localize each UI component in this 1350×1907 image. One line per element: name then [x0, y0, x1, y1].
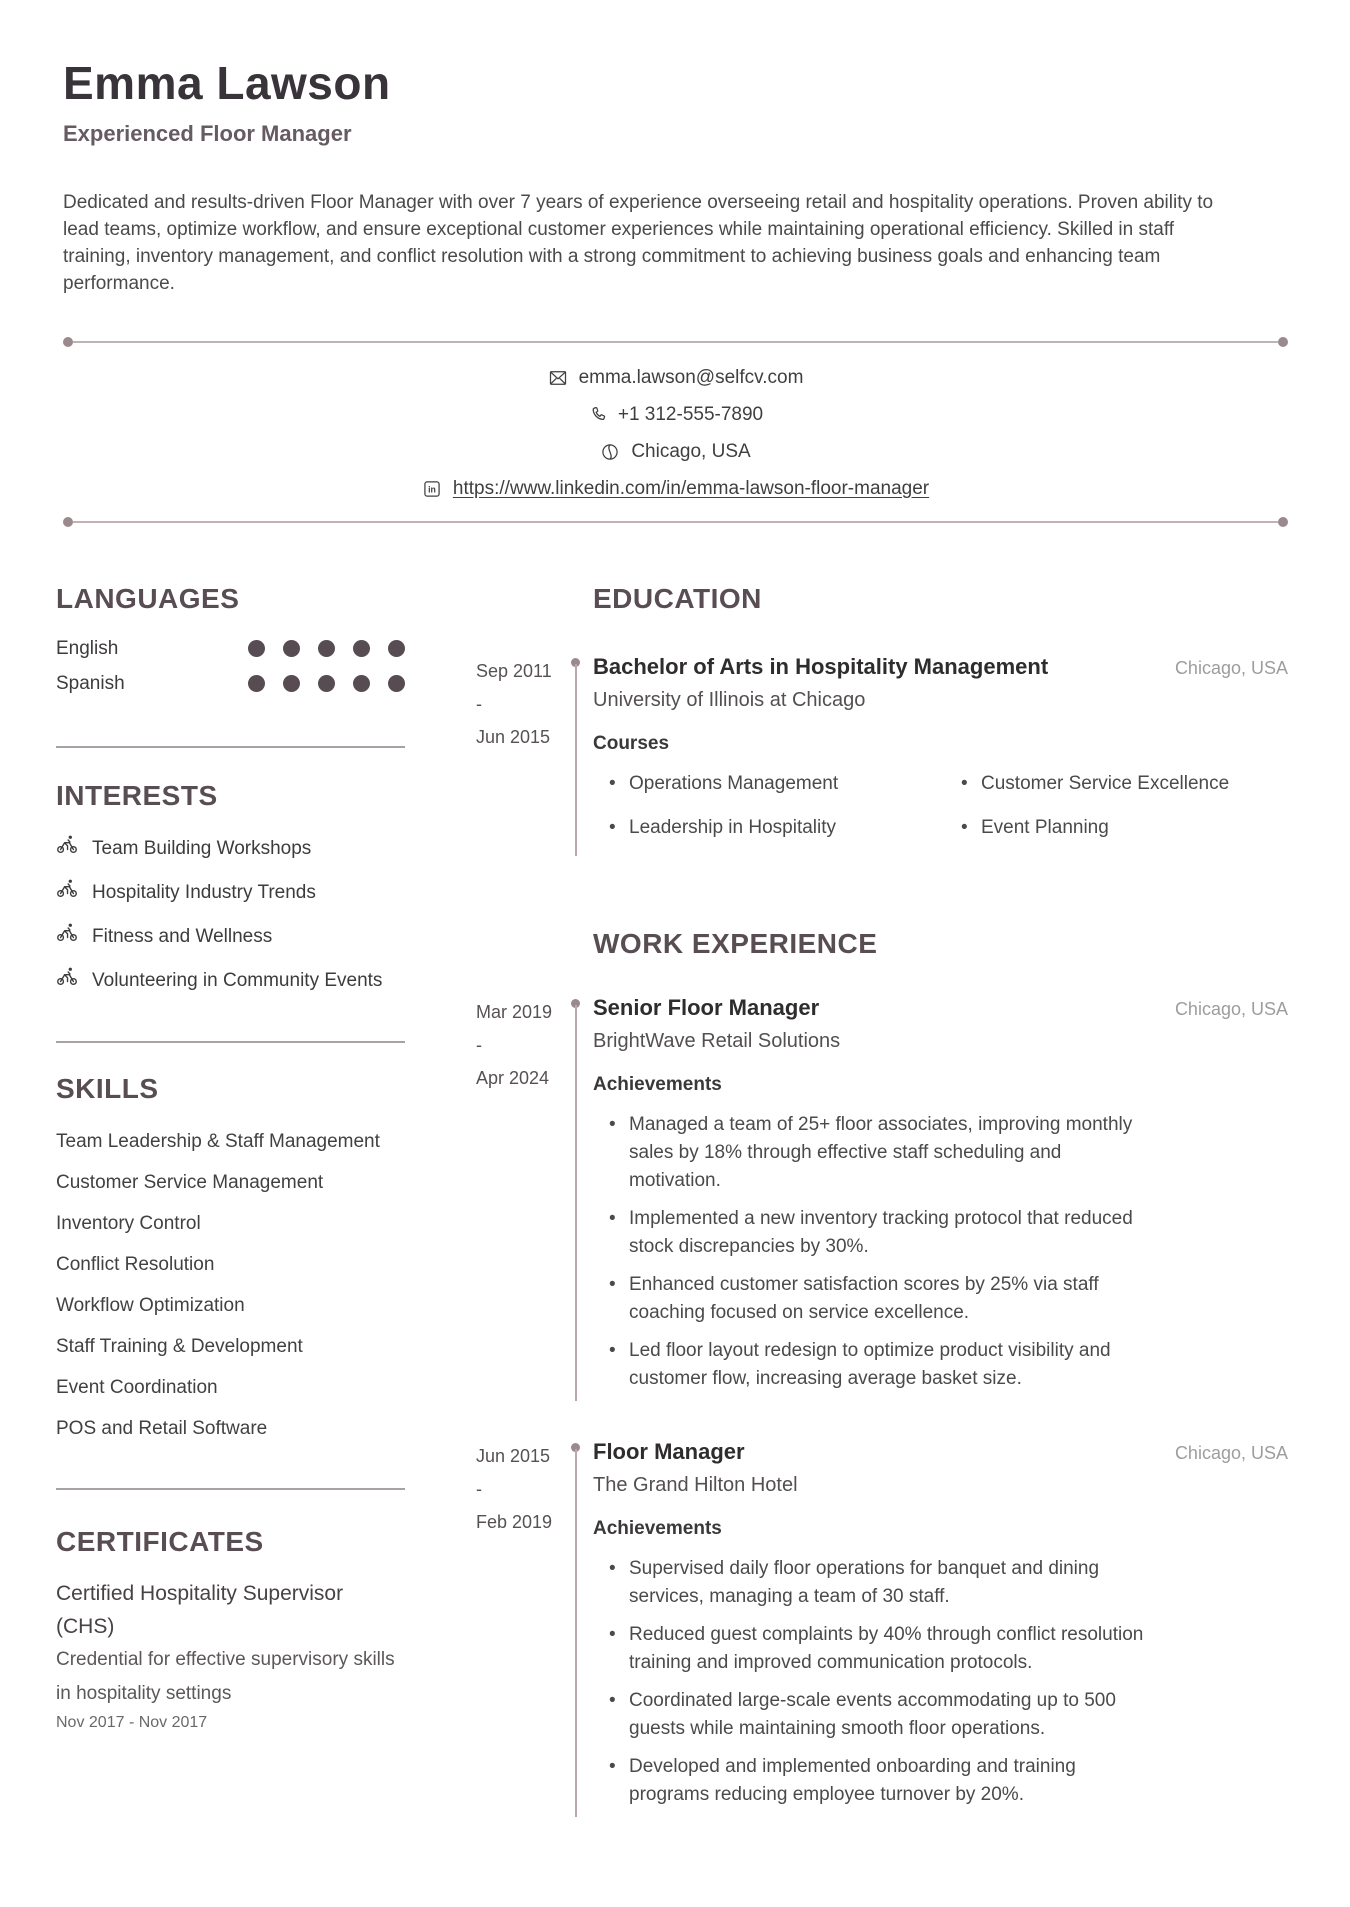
interests-section — [56, 780, 405, 996]
interest-item — [56, 965, 405, 996]
entry-location: Chicago, USA — [1174, 999, 1288, 1019]
timeline — [558, 995, 593, 1403]
contact-divider-top — [63, 337, 1288, 347]
date-start: Jun 2015 — [476, 1446, 551, 1466]
skill-item: Event Coordination — [56, 1377, 218, 1398]
achievements-label: Achievements — [593, 1074, 722, 1095]
linkedin-icon — [422, 479, 442, 499]
contact-email: emma.lawson@selfcv.com — [578, 366, 804, 388]
sidebar-divider — [56, 1041, 405, 1043]
contact-location: Chicago, USA — [631, 440, 751, 462]
contact-section — [63, 337, 1288, 527]
language-name: Spanish — [56, 672, 125, 694]
school-name: University of Illinois at Chicago — [593, 689, 866, 711]
level-dot — [388, 675, 405, 692]
achievement-item: • Supervised daily floor operations for banquet and dining services, managing a team of 30 staff. — [593, 1555, 1148, 1611]
divider-end-dot — [63, 517, 73, 527]
date-separator: - — [476, 1035, 482, 1055]
skills-list — [56, 1127, 405, 1443]
phone-icon — [588, 405, 607, 424]
languages-heading: LANGUAGES — [56, 583, 240, 614]
skill-item: Staff Training & Development — [56, 1336, 303, 1357]
date-separator: - — [476, 694, 482, 714]
education-heading: EDUCATION — [593, 583, 762, 614]
certificates-section — [56, 1526, 405, 1732]
entry-body — [593, 654, 1288, 858]
interests-heading: INTERESTS — [56, 780, 218, 811]
course-item: • Event Planning — [945, 814, 1287, 842]
skill-item: Conflict Resolution — [56, 1254, 215, 1275]
achievement-item: • Enhanced customer satisfaction scores by 25% via staff coaching focused on service excellence. — [593, 1271, 1148, 1327]
date-start: Sep 2011 — [476, 661, 552, 681]
contact-phone-row — [63, 396, 1288, 433]
certificate-dates: Nov 2017 - Nov 2017 — [56, 1714, 208, 1731]
level-dot — [318, 640, 335, 657]
sidebar-divider — [56, 1488, 405, 1490]
degree-title: Bachelor of Arts in Hospitality Management — [593, 654, 1049, 679]
contact-email-row — [63, 359, 1288, 396]
company-name: The Grand Hilton Hotel — [593, 1474, 798, 1496]
entry-dates — [476, 654, 558, 858]
divider-end-dot — [1278, 337, 1288, 347]
certificate-description: Credential for effective supervisory skills in hospitality settings — [56, 1649, 395, 1704]
interest-label: Volunteering in Community Events — [92, 969, 383, 991]
timeline-line — [575, 664, 577, 856]
language-level-dots — [248, 675, 405, 692]
cyclist-icon — [56, 877, 78, 908]
work-entry — [476, 1439, 1288, 1819]
level-dot — [353, 675, 370, 692]
achievements-list — [593, 1555, 1288, 1809]
date-start: Mar 2019 — [476, 1002, 553, 1022]
divider-end-dot — [63, 337, 73, 347]
divider-line — [73, 341, 1278, 343]
interests-list — [56, 833, 405, 996]
interest-item — [56, 833, 405, 864]
level-dot — [318, 675, 335, 692]
job-position-title: Senior Floor Manager — [593, 995, 820, 1020]
skill-item: POS and Retail Software — [56, 1418, 268, 1439]
course-item: • Operations Management — [593, 770, 935, 798]
entry-body — [593, 1439, 1288, 1819]
education-section — [476, 583, 1288, 858]
date-end: Jun 2015 — [476, 727, 551, 747]
level-dot — [353, 640, 370, 657]
entry-location: Chicago, USA — [1174, 1443, 1288, 1463]
achievements-label: Achievements — [593, 1518, 722, 1539]
level-dot — [248, 640, 265, 657]
entry-location: Chicago, USA — [1174, 658, 1288, 678]
date-end: Feb 2019 — [476, 1512, 553, 1532]
svg-text:in: in — [427, 484, 436, 494]
entry-dates — [476, 995, 558, 1403]
interest-label: Fitness and Wellness — [92, 925, 273, 947]
achievements-list — [593, 1111, 1288, 1393]
achievement-item: • Coordinated large-scale events accommodating up to 500 guests while maintaining smooth floor operations. — [593, 1687, 1148, 1743]
envelope-icon — [548, 368, 568, 388]
level-dot — [283, 675, 300, 692]
interest-label: Hospitality Industry Trends — [92, 881, 316, 903]
contact-divider-bottom — [63, 517, 1288, 527]
globe-icon — [600, 442, 620, 462]
interest-label: Team Building Workshops — [92, 837, 312, 859]
skill-item: Team Leadership & Staff Management — [56, 1131, 380, 1152]
level-dot — [283, 640, 300, 657]
skill-item: Workflow Optimization — [56, 1295, 245, 1316]
date-end: Apr 2024 — [476, 1068, 550, 1088]
timeline — [558, 1439, 593, 1819]
timeline-line — [575, 1449, 577, 1817]
sidebar-divider — [56, 746, 405, 748]
divider-end-dot — [1278, 517, 1288, 527]
skill-item: Customer Service Management — [56, 1172, 324, 1193]
achievement-item: • Developed and implemented onboarding and training programs reducing employee turnover by 20%. — [593, 1753, 1148, 1809]
level-dot — [248, 675, 265, 692]
language-row — [56, 666, 405, 701]
work-entry — [476, 995, 1288, 1403]
date-separator: - — [476, 1479, 482, 1499]
contact-linkedin-row — [63, 470, 1288, 507]
languages-section — [56, 583, 405, 701]
skills-section — [56, 1073, 405, 1443]
company-name: BrightWave Retail Solutions — [593, 1030, 841, 1052]
achievement-item: • Managed a team of 25+ floor associates, improving monthly sales by 18% through effective staff scheduling and motivation. — [593, 1111, 1148, 1195]
header — [0, 0, 1350, 297]
linkedin-link[interactable]: https://www.linkedin.com/in/emma-lawson-floor-manager — [452, 477, 930, 499]
person-job-title: Experienced Floor Manager — [63, 121, 352, 146]
job-position-title: Floor Manager — [593, 1439, 745, 1464]
cyclist-icon — [56, 965, 78, 996]
entry-dates — [476, 1439, 558, 1819]
certificates-heading: CERTIFICATES — [56, 1526, 264, 1557]
timeline — [558, 654, 593, 858]
courses-list — [593, 770, 1287, 858]
work-experience-heading: WORK EXPERIENCE — [593, 928, 878, 959]
language-name: English — [56, 637, 119, 659]
skills-heading: SKILLS — [56, 1073, 159, 1104]
course-item: • Customer Service Excellence — [945, 770, 1287, 798]
cyclist-icon — [56, 833, 78, 864]
achievement-item: • Reduced guest complaints by 40% through conflict resolution training and improved communication protocols. — [593, 1621, 1148, 1677]
level-dot — [388, 640, 405, 657]
cyclist-icon — [56, 921, 78, 952]
course-item: • Leadership in Hospitality — [593, 814, 935, 842]
language-row — [56, 631, 405, 666]
interest-item — [56, 921, 405, 952]
contact-location-row — [63, 433, 1288, 470]
courses-label: Courses — [593, 733, 670, 754]
skill-item: Inventory Control — [56, 1213, 201, 1234]
interest-item — [56, 877, 405, 908]
certificate-item — [56, 1577, 405, 1732]
education-entry — [476, 654, 1288, 858]
language-level-dots — [248, 640, 405, 657]
content-columns — [0, 583, 1350, 1819]
languages-list — [56, 631, 405, 701]
person-name: Emma Lawson — [63, 57, 391, 109]
contact-rows — [63, 347, 1288, 517]
certificate-title: Certified Hospitality Supervisor (CHS) — [56, 1582, 344, 1638]
summary-paragraph: Dedicated and results-driven Floor Manager with over 7 years of experience overseeing retail and hospitality operations. Proven ability to lead teams, optimize workflow, and ensure exceptional customer experiences while maintaining operational efficiency. Skilled in staff training, inventory management, and conflict resolution with a strong commitment to achieving business goals and enhancing team performance. — [63, 192, 1214, 294]
sidebar — [56, 583, 405, 1732]
work-experience-section — [476, 928, 1288, 1819]
timeline-line — [575, 1005, 577, 1401]
divider-line — [73, 521, 1278, 523]
contact-phone: +1 312-555-7890 — [617, 403, 764, 425]
achievement-item: • Implemented a new inventory tracking protocol that reduced stock discrepancies by 30%. — [593, 1205, 1148, 1261]
main-column — [476, 583, 1288, 1819]
entry-body — [593, 995, 1288, 1403]
achievement-item: • Led floor layout redesign to optimize product visibility and customer flow, increasing average basket size. — [593, 1337, 1148, 1393]
